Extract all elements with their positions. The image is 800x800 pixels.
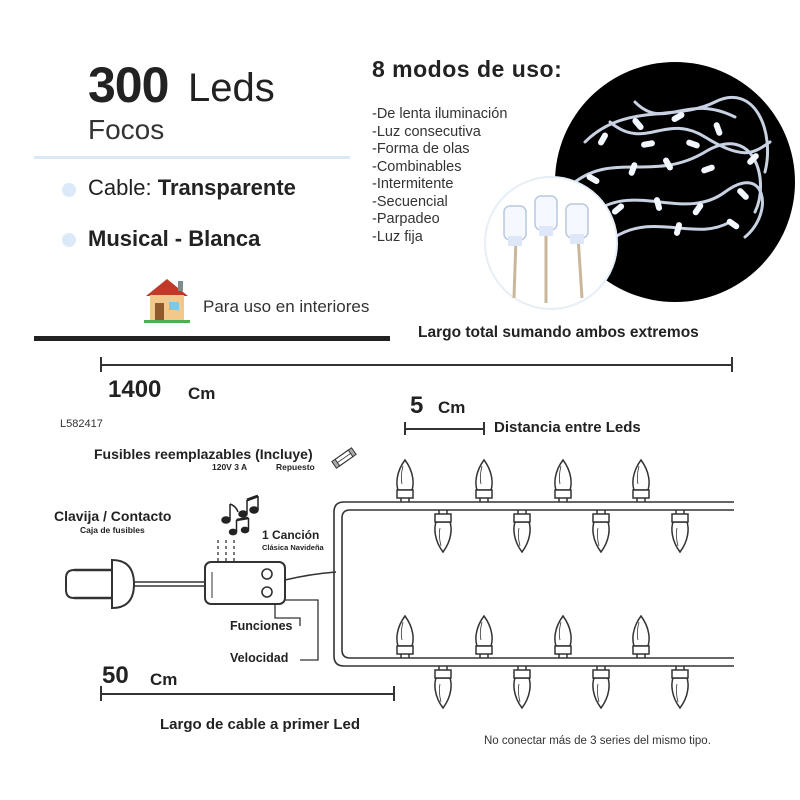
header-divider <box>34 156 350 159</box>
functions-label: Funciones <box>230 619 293 633</box>
led-closeup-photo <box>484 176 618 310</box>
series-warning: No conectar más de 3 series del mismo tipo. <box>484 735 711 747</box>
led-count-unit: Leds <box>188 66 275 110</box>
lead-length-line <box>100 693 394 695</box>
plug-icon <box>66 560 134 608</box>
mode-item: -Luz consecutiva <box>372 123 481 140</box>
modes-title: 8 modos de uso: <box>372 56 563 82</box>
led-row-top-upper <box>397 460 649 502</box>
cable-feature <box>88 175 296 201</box>
lead-length-caption: Largo de cable a primer Led <box>160 716 361 733</box>
dimension-tick <box>100 686 102 701</box>
dimension-tick <box>393 686 395 701</box>
section-divider <box>34 336 390 341</box>
spacing-line <box>404 428 484 430</box>
speed-label: Velocidad <box>230 651 289 665</box>
spacing-unit: Cm <box>438 398 466 417</box>
mode-item: -Combinables <box>372 158 462 175</box>
fuse-icon <box>330 446 358 475</box>
total-length-unit: Cm <box>188 384 216 403</box>
dimension-tick <box>731 357 733 372</box>
song-title: 1 Canción <box>262 528 320 542</box>
indoor-label: Para uso en interiores <box>203 297 370 316</box>
led-count: 300 <box>88 57 169 113</box>
mode-item: -Parpadeo <box>372 211 440 227</box>
dimension-tick <box>100 357 102 372</box>
fuses-rating: 120V 3 A <box>212 462 248 472</box>
cable-label: Cable: <box>88 175 158 200</box>
type-feature: Musical - Blanca <box>88 226 261 251</box>
house-icon <box>142 276 192 329</box>
total-length-line <box>100 364 732 366</box>
plug-subtitle: Caja de fusibles <box>80 525 145 535</box>
bullet-icon <box>62 233 76 247</box>
mode-item: -Intermitente <box>372 176 454 192</box>
plug-title: Clavija / Contacto <box>54 508 172 524</box>
lead-length-value: 50 <box>102 662 129 689</box>
lead-length-unit: Cm <box>150 670 178 689</box>
cable-value: Transparente <box>157 175 296 200</box>
dimension-tick <box>483 422 485 435</box>
song-subtitle: Clásica Navideña <box>262 543 324 552</box>
controller-box <box>205 562 285 604</box>
spacing-caption: Distancia entre Leds <box>494 419 641 436</box>
product-subtitle: Focos <box>88 114 165 145</box>
music-notes-icon <box>222 496 258 535</box>
mode-item: -Forma de olas <box>372 141 470 157</box>
led-row-bottom-lower <box>435 666 688 708</box>
bullet-icon <box>62 183 76 197</box>
mode-item: -Luz fija <box>372 228 423 245</box>
spacing-value: 5 <box>410 392 424 419</box>
total-length-caption: Largo total sumando ambos extremos <box>418 324 699 341</box>
mode-item: -Secuencial <box>372 193 448 210</box>
mode-item: -De lenta iluminación <box>372 106 508 122</box>
led-row-top-lower <box>435 510 688 552</box>
total-length-value: 1400 <box>108 376 162 403</box>
fuses-spare: Repuesto <box>276 462 315 472</box>
product-code: L582417 <box>60 418 103 430</box>
led-row-bottom-upper <box>397 616 649 658</box>
fuses-title: Fusibles reemplazables (Incluye) <box>94 446 313 462</box>
dimension-tick <box>404 422 406 435</box>
